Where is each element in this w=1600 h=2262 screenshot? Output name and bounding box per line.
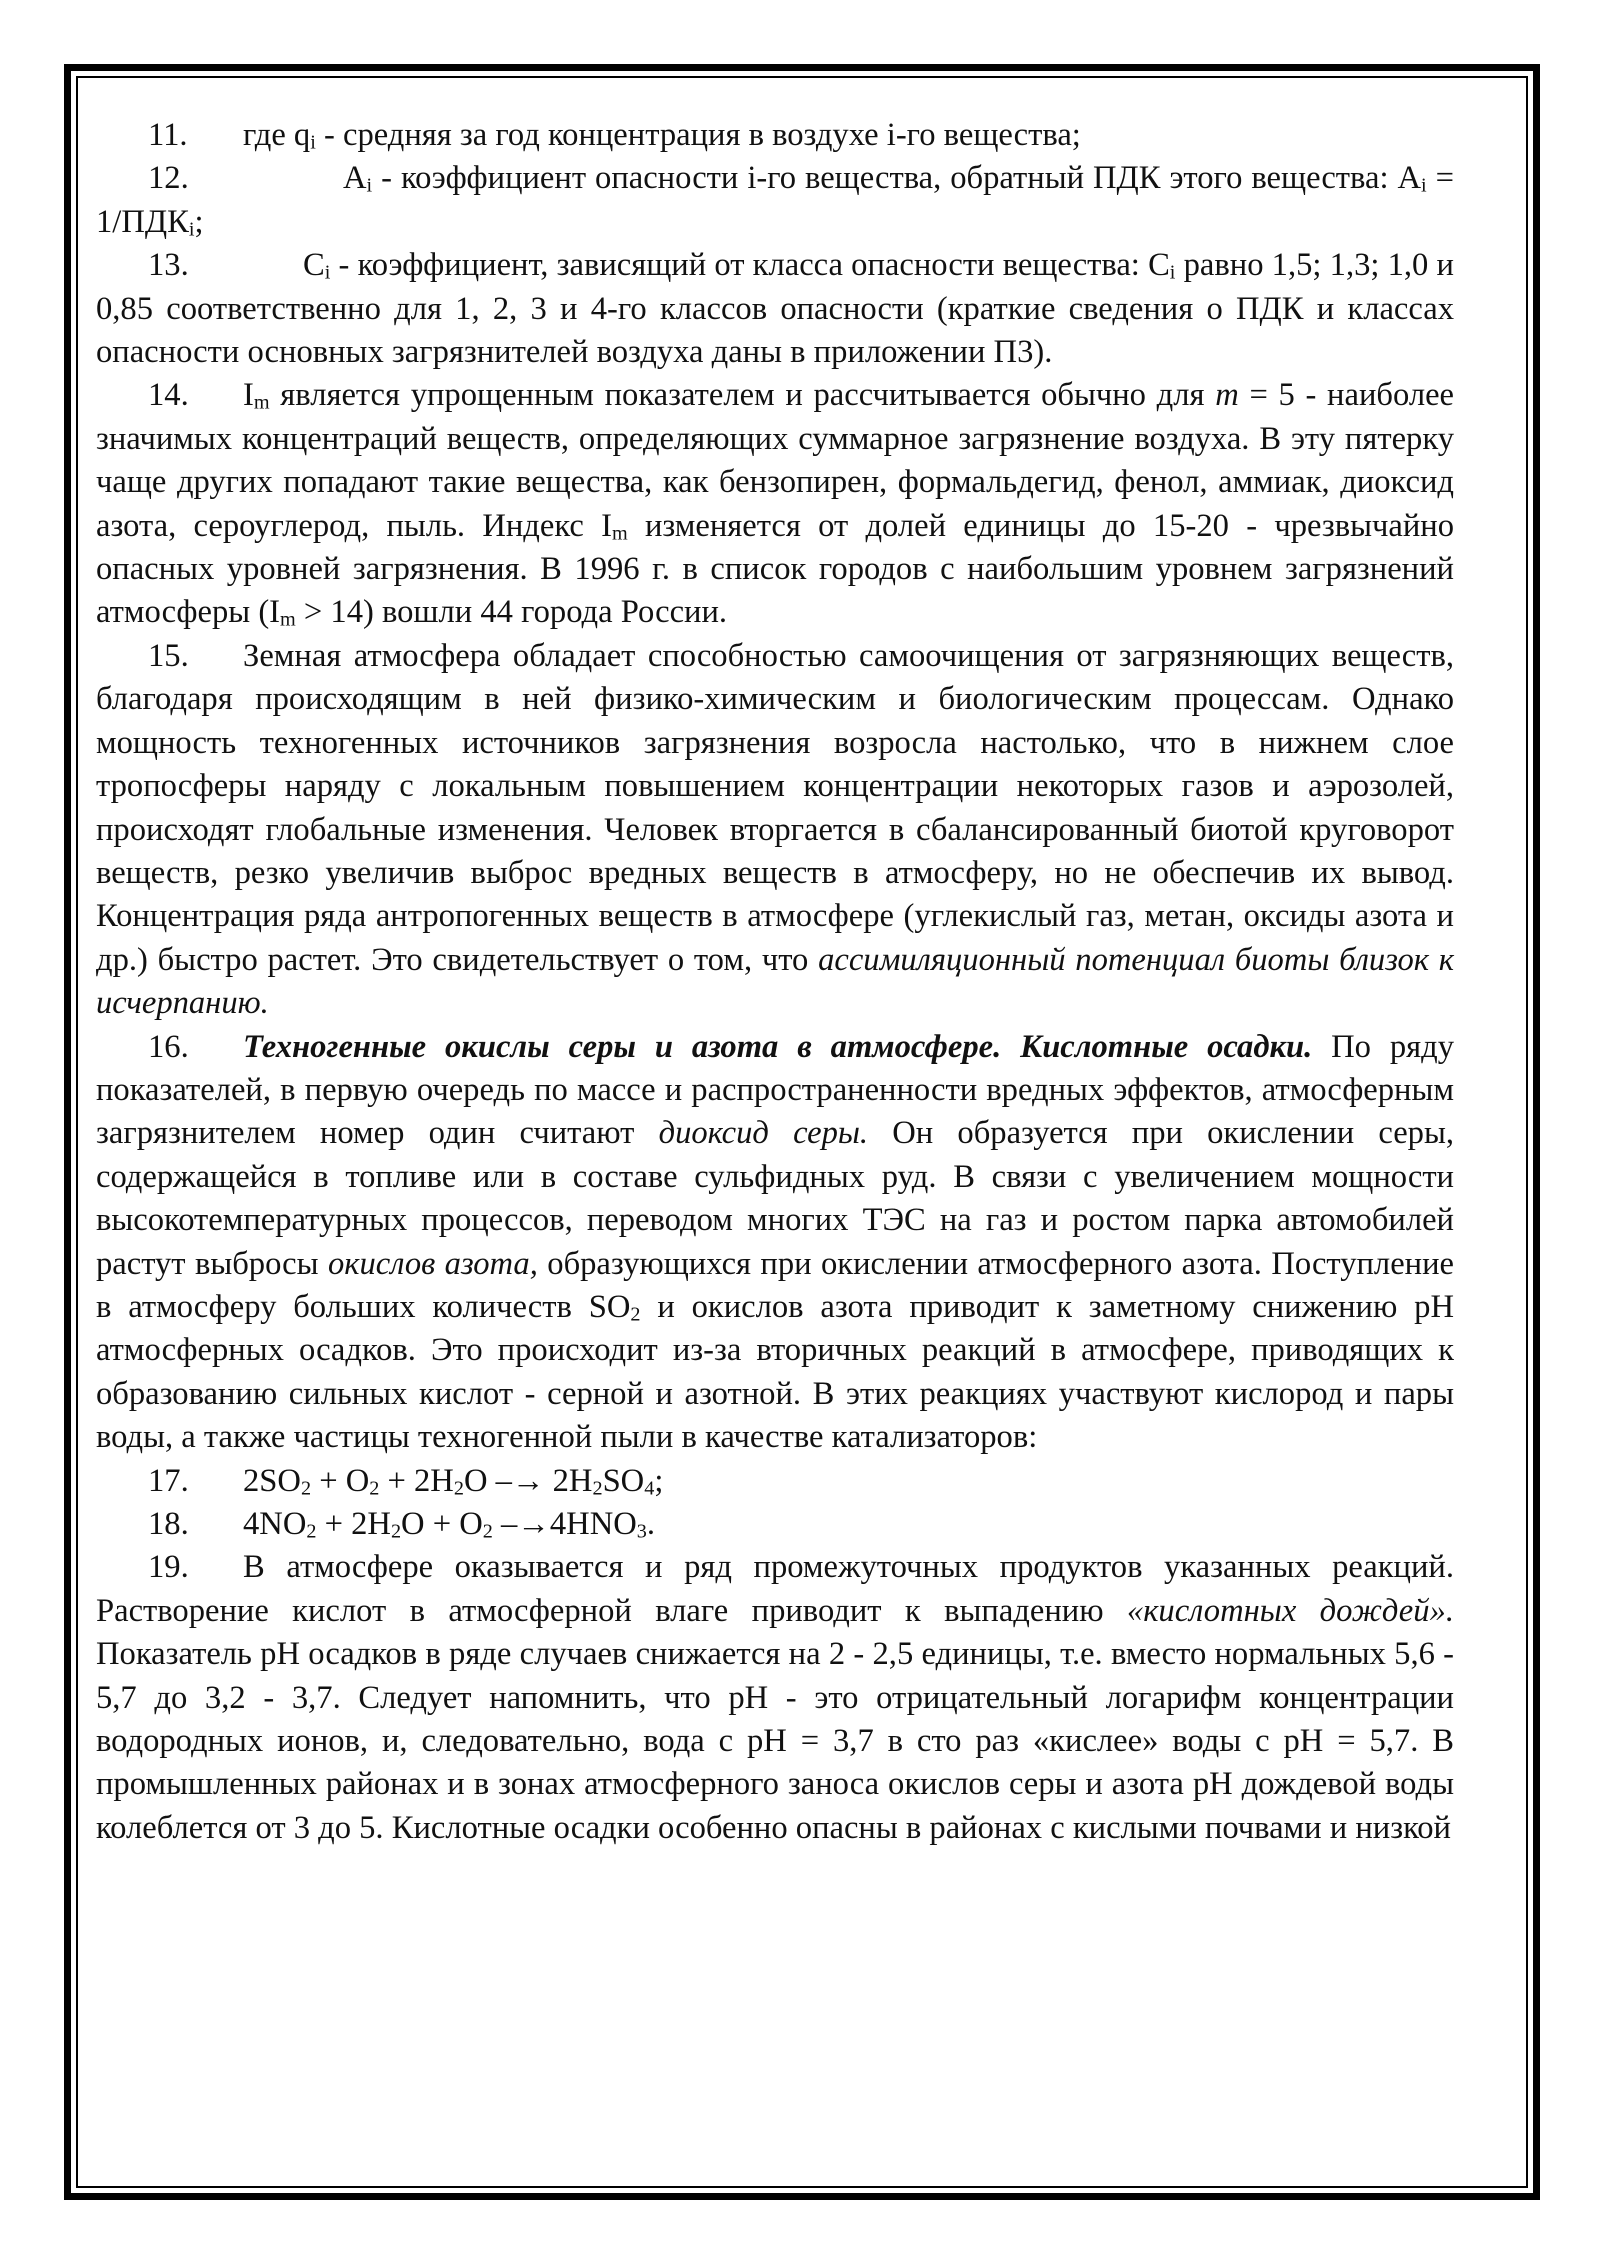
paragraph-18-equation: 18. $4NO_2 + 2H_2O + O_2$ $-\to 4HNO_3$. xyxy=(96,1503,1454,1546)
paragraph-number: 12. xyxy=(148,160,189,197)
paragraph-number: 14. xyxy=(148,377,189,414)
paragraph-19: 19. В атмосфере оказывается и ряд промежуточных продуктов указанных реакций. Растворение кислот в атмосферной влаге приводит к выпадению «кислотных дождей». Показатель pH осадков в ряде случаев снижается на 2 - 2,5 единицы, т.е. вместо нормальных 5,6 - 5,7 до 3,2 - 3,7. Следует напомнить, что pH - это отрицательный логарифм концентрации водородных ионов, и, следовательно, вода с pH = 3,7 в сто раз «кислее» воды с pH = 5,7. В промышленных районах и в зонах атмосферного заноса окислов серы и азота pH дождевой воды колеблется от 3 до 5. Кислотные осадки особенно опасны в районах с кислыми почвами и низкой xyxy=(96,1546,1454,1850)
paragraph-number: 11. xyxy=(148,117,188,153)
document-body xyxy=(96,114,1454,1850)
paragraph-12: 12. $A_i$ - коэффициент опасности i-го вещества, обратный ПДК этого вещества: $A_i = 1/ПДК_i$; xyxy=(96,157,1454,244)
section-heading: Техногенные окислы серы и азота в атмосфере. Кислотные осадки. xyxy=(243,1028,1313,1065)
paragraph-number: 15. xyxy=(148,637,189,674)
paragraph-15: 15. Земная атмосфера обладает способностью самоочищения от загрязняющих веществ, благодаря происходящим в ней физико-химическим и биологическим процессам. Однако мощность техногенных источников загрязнения возросла настолько, что в нижнем слое тропосферы наряду с локальным повышением концентрации некоторых газов и аэрозолей, происходят глобальные изменения. Человек вторгается в сбалансированный биотой круговорот веществ, резко увеличив выброс вредных веществ в атмосферу, но не обеспечив их вывод. Концентрация ряда антропогенных веществ в атмосфере (углекислый газ, метан, оксиды азота и др.) быстро растет. Это свидетельствует о том, что ассимиляционный потенциал биоты близок к исчерпанию. xyxy=(96,635,1454,1026)
paragraph-11: 11. где $q_i$ - средняя за год концентрация в воздухе i-го вещества; xyxy=(96,114,1454,157)
paragraph-number: 16. xyxy=(148,1028,189,1065)
paragraph-number: 19. xyxy=(148,1549,189,1586)
paragraph-13: 13. $C_i$ - коэффициент, зависящий от класса опасности вещества: $C_i$ равно 1,5; 1,3; 1,0 и 0,85 соответственно для 1, 2, 3 и 4-го классов опасности (краткие сведения о ПДК и классах опасности основных загрязнителей воздуха даны в приложении П3). xyxy=(96,244,1454,374)
paragraph-17-equation: 17. $2SO_2 + O_2 + 2H_2O -\to 2H_2SO_4$; xyxy=(96,1460,1454,1503)
paragraph-number: 17. xyxy=(148,1462,189,1499)
paragraph-16: 16. Техногенные окислы серы и азота в атмосфере. Кислотные осадки. По ряду показателей, в первую очередь по массе и распространенности вредных эффектов, атмосферным загрязнителем номер один считают диоксид серы. Он образуется при окислении серы, содержащейся в топливе или в составе сульфидных руд. В связи с увеличением мощности высокотемпературных процессов, переводом многих ТЭС на газ и ростом парка автомобилей растут выбросы окислов азота, образующихся при окислении атмосферного азота. Поступление в атмосферу больших количеств $SO_2$ и окислов азота приводит к заметному снижению pH атмосферных осадков. Это происходит из-за вторичных реакций в атмосфере, приводящих к образованию сильных кислот - серной и азотной. В этих реакциях участвуют кислород и пары воды, а также частицы техногенной пыли в качестве катализаторов: xyxy=(96,1026,1454,1460)
paragraph-number: 13. xyxy=(148,247,189,284)
paragraph-number: 18. xyxy=(148,1506,189,1542)
paragraph-14: 14. $I_m$ является упрощенным показателем и рассчитывается обычно для m = 5 - наиболее значимых концентраций веществ, определяющих суммарное загрязнение воздуха. В эту пятерку чаще других попадают такие вещества, как бензопирен, формальдегид, фенол, аммиак, диоксид азота, сероуглерод, пыль. Индекс $I_m$ изменяется от долей единицы до 15-20 - чрезвычайно опасных уровней загрязнения. В 1996 г. в список городов с наибольшим уровнем загрязнений атмосферы $(I_m > 14)$ вошли 44 города России. xyxy=(96,374,1454,634)
